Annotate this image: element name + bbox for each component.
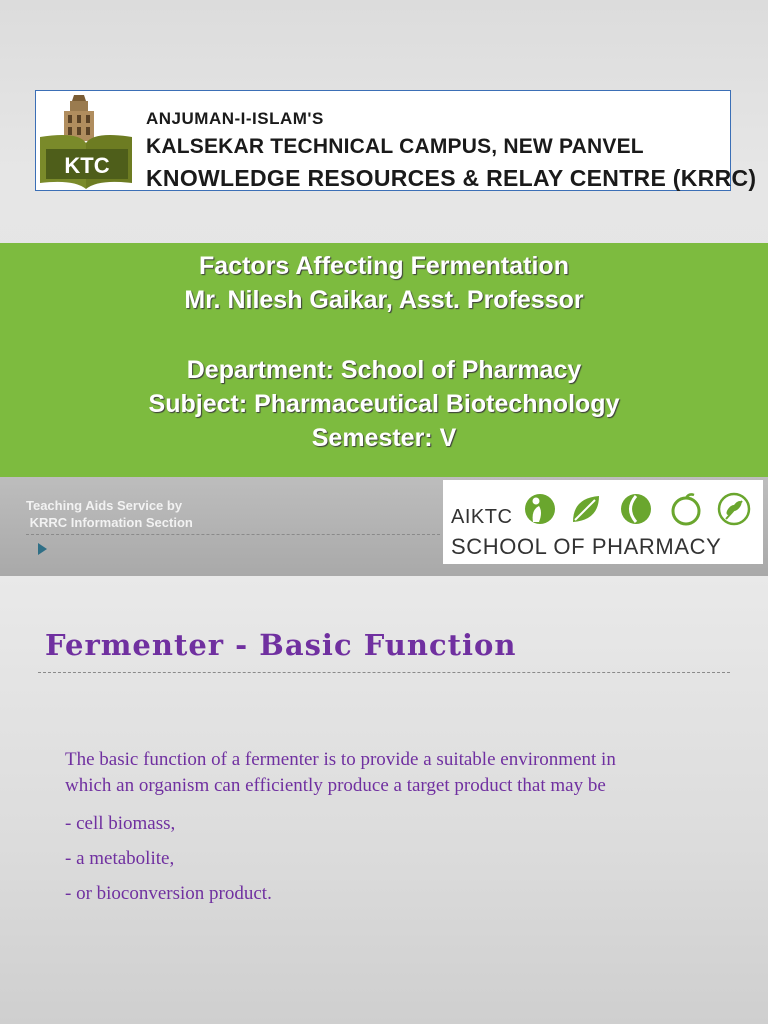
- lecture-title: Factors Affecting Fermentation: [199, 252, 569, 280]
- department-line: Department: School of Pharmacy: [186, 356, 582, 384]
- banner-line-1: ANJUMAN-I-ISLAM'S: [146, 109, 324, 128]
- swirl-icon: [619, 492, 653, 526]
- paragraph-line-1: The basic function of a fermenter is to provide a suitable environment in: [65, 749, 616, 770]
- person-leaf-icon: [523, 492, 557, 526]
- list-item: - cell biomass,: [65, 813, 176, 834]
- play-icon[interactable]: [38, 543, 47, 555]
- ktc-logo-text: KTC: [64, 153, 110, 178]
- footer-divider: [26, 534, 440, 535]
- credit-line-2: KRRC Information Section: [26, 515, 193, 530]
- aiktc-wordmark: AIKTC: [451, 506, 513, 528]
- school-wordmark: SCHOOL OF PHARMACY: [451, 534, 722, 559]
- ktc-logo-icon: [38, 93, 138, 189]
- lecturer-name: Mr. Nilesh Gaikar, Asst. Professor: [184, 286, 584, 314]
- paragraph-line-2: which an organism can efficiently produce a target product that may be: [65, 775, 606, 796]
- banner-line-3: KNOWLEDGE RESOURCES & RELAY CENTRE (KRRC): [146, 165, 757, 191]
- list-item: - or bioconversion product.: [65, 883, 272, 904]
- banner-line-2: KALSEKAR TECHNICAL CAMPUS, NEW PANVEL: [146, 135, 644, 158]
- school-of-pharmacy-logo: [443, 480, 763, 564]
- semester-line: Semester: V: [311, 424, 457, 452]
- title-divider: [38, 672, 730, 673]
- slide-title: Fermenter - Basic Function: [45, 628, 517, 662]
- institution-banner: [35, 90, 757, 191]
- credit-line-1: Teaching Aids Service by: [26, 498, 183, 513]
- leaf-icon: [569, 492, 603, 526]
- subject-line: Subject: Pharmaceutical Biotechnology: [148, 390, 620, 418]
- teaching-aids-credit: [26, 497, 193, 531]
- herb-icon: [717, 492, 751, 526]
- apple-icon: [669, 492, 703, 526]
- list-item: - a metabolite,: [65, 848, 175, 869]
